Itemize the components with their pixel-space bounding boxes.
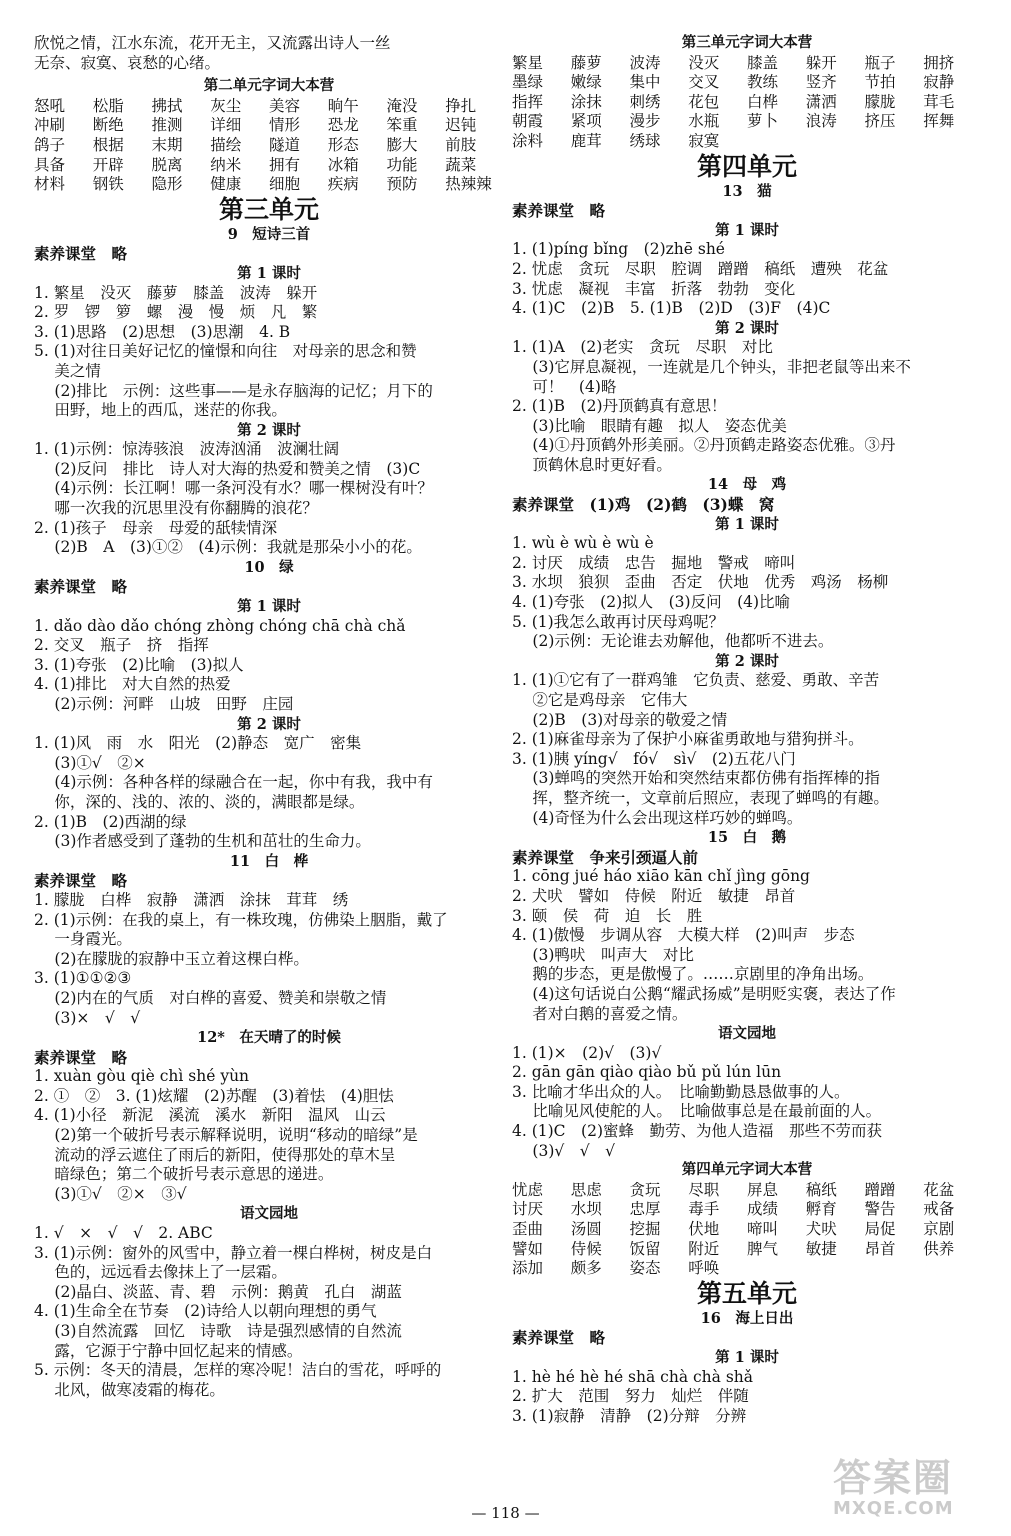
- vocab-word: 蹭蹭: [864, 1180, 896, 1199]
- vocab-word: 屏息: [747, 1180, 779, 1199]
- vocab-word: 水瓶: [688, 112, 720, 131]
- answer-line: (3)①√ ②×: [34, 753, 146, 772]
- vocab-word: 迟钝: [445, 116, 477, 135]
- answer-line: 北风，做寒凌霜的梅花。: [34, 1380, 225, 1399]
- unit4-vocab-grid: [512, 1181, 982, 1279]
- vocab-word: 浪涛: [805, 112, 837, 131]
- left-column: [34, 34, 504, 1400]
- vocab-word: 潇洒: [805, 92, 837, 111]
- answer-line: 3. (1)示例：窗外的风雪中，静立着一棵白桦树，树皮是白: [34, 1243, 433, 1262]
- vocab-word: 隐形: [151, 175, 183, 194]
- answer-line: 露，它源于宁静中回忆起来的情感。: [34, 1341, 303, 1360]
- vocab-word: 晌午: [327, 96, 359, 115]
- vocab-word: 热辣辣: [445, 175, 492, 194]
- answer-line: (2)内在的气质 对白桦的喜爱、赞美和崇敬之情: [34, 988, 387, 1007]
- vocab-word: 节拍: [864, 73, 896, 92]
- answer-line: 4. (1)生命全在节奏 (2)诗给人以朝向理想的勇气: [34, 1302, 377, 1321]
- answer-line: 1. cōng jué háo xiāo kān chǐ jìng gōng: [512, 867, 810, 886]
- vocab-word: 供养: [923, 1239, 955, 1258]
- vocab-word: 漫步: [629, 112, 661, 131]
- answer-line: (4)示例：长江啊！哪一条河没有水？哪一棵树没有叶？: [34, 479, 433, 498]
- answer-line: 3. (1)思路 (2)思想 (3)思潮 4. B: [34, 322, 291, 341]
- vocab-word: 京剧: [923, 1220, 955, 1239]
- lesson15-title: 15 白 鹅: [707, 829, 787, 847]
- lesson9-period2-answers: [34, 440, 504, 558]
- yuwen-yuandi-answers: [34, 1224, 504, 1400]
- vocab-word: 竖齐: [805, 73, 837, 92]
- vocab-word: 教练: [747, 73, 779, 92]
- page-number: — 118 —: [471, 1504, 540, 1522]
- lesson11-title: 11 白 桦: [229, 852, 309, 870]
- vocab-word: 钢铁: [92, 175, 124, 194]
- vocab-word: 膨大: [386, 135, 418, 154]
- answer-line: (3)作者感受到了蓬勃的生机和茁壮的生命力。: [34, 832, 371, 851]
- answer-line: (2)反问 排比 诗人对大海的热爱和赞美之情 (3)C: [34, 459, 421, 478]
- yuwen-yuandi-answers-2: [512, 1044, 982, 1162]
- vocab-word: 鹿茸: [570, 131, 602, 150]
- unit4-heading: 第四单元: [696, 151, 797, 181]
- answer-line: 1. 朦胧 白桦 寂静 潇洒 涂抹 茸茸 绣: [34, 890, 349, 909]
- answer-line: (2)B A (3)①② (4)示例：我就是那朵小小的花。: [34, 538, 422, 557]
- answer-line: 2. (1)示例：在我的桌上，有一株玫瑰，仿佛染上胭脂，戴了: [34, 910, 448, 929]
- vocab-word: 预防: [386, 175, 418, 194]
- unit5-heading: 第五单元: [696, 1278, 797, 1308]
- lesson10-suyang: 素养课堂 略: [34, 577, 128, 597]
- vocab-word: 材料: [34, 175, 66, 194]
- vocab-word: 孵育: [805, 1200, 837, 1219]
- answer-line: 流动的浮云遮住了雨后的新阳，使得那处的草木呈: [34, 1145, 396, 1164]
- answer-line: (2)排比 示例：这些事——是永存脑海的记忆；月下的: [34, 381, 433, 400]
- answer-line: 1. (1)× (2)√ (3)√: [512, 1043, 662, 1062]
- lesson14-suyang: 素养课堂 (1)鸡 (2)鹤 (3)蝶 窝: [512, 495, 775, 515]
- answer-line: 4. (1)C (2)B 5. (1)B (2)D (3)F (4)C: [512, 299, 831, 318]
- vocab-word: 蔬菜: [445, 155, 477, 174]
- answer-line: 2. 讨厌 成绩 忠告 掘地 警戒 啼叫: [512, 553, 796, 572]
- lesson10-period1: 第 1 课时: [237, 598, 301, 616]
- vocab-word: 交叉: [688, 73, 720, 92]
- answer-line: (3)× √ √: [34, 1008, 141, 1027]
- answer-line: 2. ① ② 3. (1)炫耀 (2)苏醒 (3)着怯 (4)胆怯: [34, 1086, 394, 1105]
- lesson14-period2-answers: [512, 671, 982, 828]
- lesson13-title: 13 猫: [722, 182, 772, 200]
- answer-line: (2)晶白、淡蓝、青、碧 示例：鹅黄 孔白 湖蓝: [34, 1282, 402, 1301]
- vocab-word: 松脂: [92, 96, 124, 115]
- answer-line: 3. (1)胰 yíng√ fó√ sì√ (2)五花八门: [512, 749, 796, 768]
- answer-line: 鹅的步态，更是傲慢了。……京剧里的净角出场。: [512, 965, 874, 984]
- lesson9-title: 9 短诗三首: [227, 225, 311, 243]
- lesson13-period2-answers: [512, 338, 982, 475]
- vocab-word: 警告: [864, 1200, 896, 1219]
- answer-line: 3. (1)夸张 (2)比喻 (3)拟人: [34, 655, 244, 674]
- vocab-word: 鸽子: [34, 135, 66, 154]
- vocab-word: 功能: [386, 155, 418, 174]
- vocab-word: 忧虑: [512, 1180, 544, 1199]
- vocab-word: 犬吠: [805, 1220, 837, 1239]
- lesson9-period1-answers: [34, 284, 504, 421]
- vocab-word: 附近: [688, 1239, 720, 1258]
- vocab-word: 茸毛: [923, 92, 955, 111]
- answer-line: (3)①√ ②× ③√: [34, 1184, 187, 1203]
- lesson12-title: 12* 在天晴了的时候: [197, 1029, 341, 1047]
- vocab-word: 开辟: [92, 155, 124, 174]
- watermark-url: MXQE.COM: [833, 1498, 954, 1519]
- vocab-word: 忠厚: [629, 1200, 661, 1219]
- answer-line: (2)在朦胧的寂静中玉立着这棵白桦。: [34, 949, 309, 968]
- vocab-word: 脾气: [747, 1239, 779, 1258]
- vocab-word: 昂首: [864, 1239, 896, 1258]
- vocab-word: 推测: [151, 116, 183, 135]
- answer-line: 2. gān gān qiào qiào bǔ pǔ lún lūn: [512, 1063, 782, 1082]
- vocab-word: 朦胧: [864, 92, 896, 111]
- vocab-word: 尽职: [688, 1180, 720, 1199]
- vocab-word: 譬如: [512, 1239, 544, 1258]
- vocab-word: 形态: [327, 135, 359, 154]
- vocab-word: 挤压: [864, 112, 896, 131]
- answer-line: 4. (1)傲慢 步调从容 大模大样 (2)叫声 步态: [512, 926, 855, 945]
- answer-line: 1. wù è wù è wù è: [512, 534, 654, 553]
- vocab-word: 冰箱: [327, 155, 359, 174]
- vocab-word: 淹没: [386, 96, 418, 115]
- vocab-word: 隧道: [269, 135, 301, 154]
- watermark-text: 答案圈: [833, 1456, 954, 1500]
- unit2-vocab-grid: [34, 97, 504, 195]
- vocab-word: 没灭: [688, 53, 720, 72]
- answer-line: 1. hè hé hè hé shā chà chà shǎ: [512, 1367, 753, 1386]
- lesson14-period2: 第 2 课时: [715, 652, 779, 670]
- unit3-heading: 第三单元: [218, 194, 319, 224]
- vocab-word: 繁星: [512, 53, 544, 72]
- lesson10-period1-answers: [34, 617, 504, 715]
- answer-line: 你，深的、浅的、浓的、淡的，满眼都是绿。: [34, 792, 365, 811]
- answer-line: 3. (1)寂静 清静 (2)分辩 分辨: [512, 1406, 747, 1425]
- lesson16-period1: 第 1 课时: [715, 1349, 779, 1366]
- answer-line: 者对白鹅的喜爱之情。: [512, 1004, 688, 1023]
- vocab-word: 讨厌: [512, 1200, 544, 1219]
- vocab-word: 伏地: [688, 1220, 720, 1239]
- vocab-word: 歪曲: [512, 1220, 544, 1239]
- answer-line: 色的，远远看去像抹上了一层霜。: [34, 1263, 287, 1282]
- vocab-word: 怒吼: [34, 96, 66, 115]
- vocab-word: 详细: [210, 116, 242, 135]
- vocab-word: 拥有: [269, 155, 301, 174]
- vocab-word: 根据: [92, 135, 124, 154]
- answer-line: 1. (1)示例：惊涛骇浪 波涛汹涌 波澜壮阔: [34, 440, 340, 459]
- vocab-word: 冲刷: [34, 116, 66, 135]
- vocab-word: 脱离: [151, 155, 183, 174]
- vocab-word: 汤圆: [570, 1220, 602, 1239]
- answer-line: 5. (1)我怎么敢再讨厌母鸡呢？: [512, 612, 725, 631]
- vocab-word: 花包: [688, 92, 720, 111]
- answer-line: 2. 扩大 范围 努力 灿烂 伴随: [512, 1387, 749, 1406]
- vocab-word: 挖掘: [629, 1220, 661, 1239]
- vocab-word: 波涛: [629, 53, 661, 72]
- vocab-word: 膝盖: [747, 53, 779, 72]
- answer-line: 田野，地上的西瓜，迷茫的你我。: [34, 401, 287, 420]
- answer-line: 比喻见风使舵的人。 比喻做事总是在最前面的人。: [512, 1102, 882, 1121]
- vocab-word: 姿态: [629, 1259, 661, 1278]
- unit3-vocab-title: 第三单元字词大本营: [681, 35, 813, 51]
- intro-line-1: 欣悦之情，江水东流，花开无主，又流露出诗人一丝: [34, 34, 391, 52]
- vocab-word: 断绝: [92, 116, 124, 135]
- lesson13-period2: 第 2 课时: [715, 319, 779, 337]
- vocab-word: 躲开: [805, 53, 837, 72]
- lesson11-answers: [34, 891, 504, 1028]
- answer-line: 2. (1)麻雀母亲为了保护小麻雀勇敢地与猎狗拼斗。: [512, 730, 864, 749]
- answer-line: (4)这句话说白公鹅“耀武扬威”是明贬实褒，表达了作: [512, 984, 896, 1003]
- answer-line: 3. 比喻才华出众的人。 比喻勤勤恳恳做事的人。: [512, 1082, 850, 1101]
- lesson10-period2-answers: [34, 734, 504, 852]
- answer-line: (3)鸭吠 叫声大 对比: [512, 945, 694, 964]
- lesson12-answers: [34, 1067, 504, 1204]
- answer-line: 3. (1)①①②③: [34, 969, 132, 988]
- answer-line: 3. 水坝 狼狈 歪曲 否定 伏地 优秀 鸡汤 杨柳: [512, 573, 889, 592]
- lesson9-period1: 第 1 课时: [237, 264, 301, 282]
- lesson10-title: 10 绿: [244, 558, 294, 576]
- vocab-word: 细胞: [269, 175, 301, 194]
- vocab-word: 局促: [864, 1220, 896, 1239]
- vocab-word: 朝霞: [512, 112, 544, 131]
- answer-line: (2)B (3)对母亲的敬爱之情: [512, 710, 728, 729]
- vocab-word: 具备: [34, 155, 66, 174]
- answer-line: 1. (1)A (2)老实 贪玩 尽职 对比: [512, 338, 773, 357]
- answer-line: 1. √ × √ √ 2. ABC: [34, 1224, 213, 1243]
- lesson14-period1: 第 1 课时: [715, 515, 779, 533]
- answer-line: 1. (1)①它有了一群鸡雏 它负责、慈爱、勇敢、辛苦: [512, 671, 880, 690]
- answer-line: 4. (1)C (2)蜜蜂 勤劳、为他人造福 那些不劳而获: [512, 1122, 882, 1141]
- unit2-vocab-title: 第二单元字词大本营: [203, 78, 335, 95]
- intro-line-2: 无奈、寂寞、哀愁的心绪。: [34, 53, 221, 72]
- vocab-word: 灰尘: [210, 96, 242, 115]
- lesson9-period2: 第 2 课时: [237, 421, 301, 439]
- answer-line: 4. (1)排比 对大自然的热爱: [34, 675, 231, 694]
- answer-line: 2. 忧虑 贪玩 尽职 腔调 蹭蹭 稿纸 遭殃 花盆: [512, 259, 889, 278]
- vocab-word: 水坝: [570, 1200, 602, 1219]
- answer-line: (2)第一个破折号表示解释说明，说明“移动的暗绿”是: [34, 1126, 418, 1145]
- lesson16-title: 16 海上日出: [700, 1309, 794, 1327]
- vocab-word: 前肢: [445, 135, 477, 154]
- vocab-word: 白桦: [747, 92, 779, 111]
- vocab-word: 绣球: [629, 131, 661, 150]
- answer-line: 1. (1)píng bǐng (2)zhē shé: [512, 240, 725, 259]
- vocab-word: 添加: [512, 1259, 544, 1278]
- lesson13-suyang: 素养课堂 略: [512, 201, 606, 221]
- vocab-word: 贪玩: [629, 1180, 661, 1199]
- answer-line: 美之情: [34, 361, 101, 380]
- vocab-word: 嫩绿: [570, 73, 602, 92]
- vocab-word: 拥挤: [923, 53, 955, 72]
- vocab-word: 饭留: [629, 1239, 661, 1258]
- answer-line: 2. (1)B (2)丹顶鹤真有意思！: [512, 397, 727, 416]
- vocab-word: 健康: [210, 175, 242, 194]
- vocab-word: 寂寞: [688, 131, 720, 150]
- vocab-word: 紧项: [570, 112, 602, 131]
- answer-line: 2. 交叉 瓶子 挤 指挥: [34, 636, 209, 655]
- answer-line: (3)自然流露 回忆 诗歌 诗是强烈感情的自然流: [34, 1322, 402, 1340]
- answer-line: (4)奇怪为什么会出现这样巧妙的蝉鸣。: [512, 808, 803, 827]
- lesson16-suyang: 素养课堂 略: [512, 1328, 606, 1348]
- answer-line: (3)它屏息凝视，一连就是几个钟头，非把老鼠等出来不: [512, 357, 911, 376]
- answer-line: (3)√ √ √: [512, 1141, 616, 1160]
- answer-line: (4)①丹顶鹤外形美丽。②丹顶鹤走路姿态优雅。③丹: [512, 436, 896, 455]
- answer-line: (3)比喻 眼睛有趣 拟人 姿态优美: [512, 416, 787, 435]
- answer-line: ②它是鸡母亲 它伟大: [512, 691, 688, 709]
- answer-line: 4. (1)夸张 (2)拟人 (3)反问 (4)比喻: [512, 593, 791, 612]
- right-column: [512, 34, 982, 1426]
- vocab-word: 情形: [269, 116, 301, 135]
- vocab-word: 笨重: [386, 116, 418, 135]
- vocab-word: 描绘: [210, 135, 242, 154]
- vocab-word: 指挥: [512, 92, 544, 111]
- yuwen-yuandi-title: 语文园地: [240, 1205, 298, 1223]
- vocab-word: 涂抹: [570, 92, 602, 111]
- lesson9-suyang: 素养课堂 略: [34, 244, 128, 264]
- vocab-word: 藤萝: [570, 53, 602, 72]
- answer-line: (3)蝉鸣的突然开始和突然结束都仿佛有指挥棒的指: [512, 769, 880, 788]
- vocab-word: 末期: [151, 135, 183, 154]
- lesson14-period1-answers: [512, 534, 982, 652]
- vocab-word: 稿纸: [805, 1180, 837, 1199]
- vocab-word: 戒备: [923, 1200, 955, 1219]
- vocab-word: 侍候: [570, 1239, 602, 1258]
- vocab-word: 啼叫: [747, 1220, 779, 1239]
- lesson13-period1: 第 1 课时: [715, 221, 779, 239]
- answer-line: 顶鹤休息时更好看。: [512, 455, 672, 474]
- vocab-word: 纳米: [210, 155, 242, 174]
- vocab-word: 瓶子: [864, 53, 896, 72]
- vocab-word: 思虑: [570, 1180, 602, 1199]
- lesson15-answers: [512, 867, 982, 1024]
- answer-line: 2. (1)B (2)西湖的绿: [34, 812, 187, 831]
- vocab-word: 集中: [629, 73, 661, 92]
- answer-line: 2. 罗 锣 箩 螺 漫 慢 烦 凡 繁: [34, 303, 318, 322]
- answer-line: (2)示例：河畔 山坡 田野 庄园: [34, 695, 294, 713]
- answer-line: 1. xuàn gòu qiè chì shé yùn: [34, 1067, 250, 1086]
- vocab-word: 恐龙: [327, 116, 359, 135]
- vocab-word: 呼唤: [688, 1259, 720, 1278]
- answer-line: 3. 颐 侯 荷 迫 长 胜: [512, 906, 703, 925]
- lesson12-suyang: 素养课堂 略: [34, 1047, 128, 1067]
- vocab-word: 涂料: [512, 131, 544, 150]
- vocab-word: 拂拭: [151, 96, 183, 115]
- vocab-word: 美容: [269, 96, 301, 115]
- vocab-word: 毒手: [688, 1200, 720, 1219]
- answer-line: 一身霞光。: [34, 930, 132, 949]
- answer-line: 2. 犬吠 譬如 侍候 附近 敏捷 昂首: [512, 886, 796, 905]
- vocab-word: 挣扎: [445, 96, 477, 115]
- unit3-vocab-grid: [512, 54, 982, 152]
- vocab-word: 疾病: [327, 175, 359, 194]
- answer-line: 暗绿色；第二个破折号表示意思的递进。: [34, 1165, 334, 1184]
- answer-line: 挥，整齐统一，文章前后照应，表现了蝉鸣的有趣。: [512, 788, 889, 807]
- answer-line: 3. 忧虑 凝视 丰富 折落 勃勃 变化: [512, 279, 796, 298]
- unit4-vocab-title: 第四单元字词大本营: [681, 1162, 813, 1179]
- vocab-word: 花盆: [923, 1180, 955, 1199]
- answer-line: 可！ (4)略: [512, 377, 617, 396]
- lesson15-suyang: 素养课堂 争来引颈逼人前: [512, 847, 699, 867]
- yuwen-yuandi-title-2: 语文园地: [718, 1025, 776, 1043]
- answer-line: (4)示例：各种各样的绿融合在一起，你中有我，我中有: [34, 773, 433, 792]
- vocab-word: 寂静: [923, 73, 955, 92]
- lesson11-suyang: 素养课堂 略: [34, 871, 128, 891]
- answer-line: 哪一次我的沉思里没有你翻腾的浪花？: [34, 499, 318, 518]
- lesson13-period1-answers: [512, 240, 982, 318]
- answer-line: 5. 示例：冬天的清晨，怎样的寒冷呢！洁白的雪花，呼呼的: [34, 1361, 442, 1380]
- vocab-word: 挥舞: [923, 112, 955, 131]
- answer-line: 1. (1)风 雨 水 阳光 (2)静态 宽广 密集: [34, 734, 362, 753]
- answer-line: 1. dǎo dào dǎo chóng zhòng chóng chā chà chǎ: [34, 616, 406, 635]
- vocab-word: 敏捷: [805, 1239, 837, 1258]
- vocab-word: 萝卜: [747, 112, 779, 131]
- answer-line: 2. (1)孩子 母亲 母爱的舐犊情深: [34, 518, 278, 537]
- vocab-word: 颇多: [570, 1259, 602, 1278]
- vocab-word: 墨绿: [512, 73, 544, 92]
- answer-line: 1. 繁星 没灭 藤萝 膝盖 波涛 躲开: [34, 283, 318, 302]
- watermark-logo: [833, 1458, 993, 1526]
- answer-line: 5. (1)对往日美好记忆的憧憬和向往 对母亲的思念和赞: [34, 342, 417, 361]
- lesson14-title: 14 母 鸡: [707, 476, 787, 494]
- lesson16-period1-answers: [512, 1368, 982, 1427]
- lesson10-period2: 第 2 课时: [237, 715, 301, 733]
- vocab-word: 刺绣: [629, 92, 661, 111]
- answer-line: 4. (1)小径 新泥 溪流 溪水 新阳 温风 山云: [34, 1106, 386, 1125]
- answer-line: (2)示例：无论谁去劝解他，他都听不进去。: [512, 632, 834, 651]
- vocab-word: 成绩: [747, 1200, 779, 1219]
